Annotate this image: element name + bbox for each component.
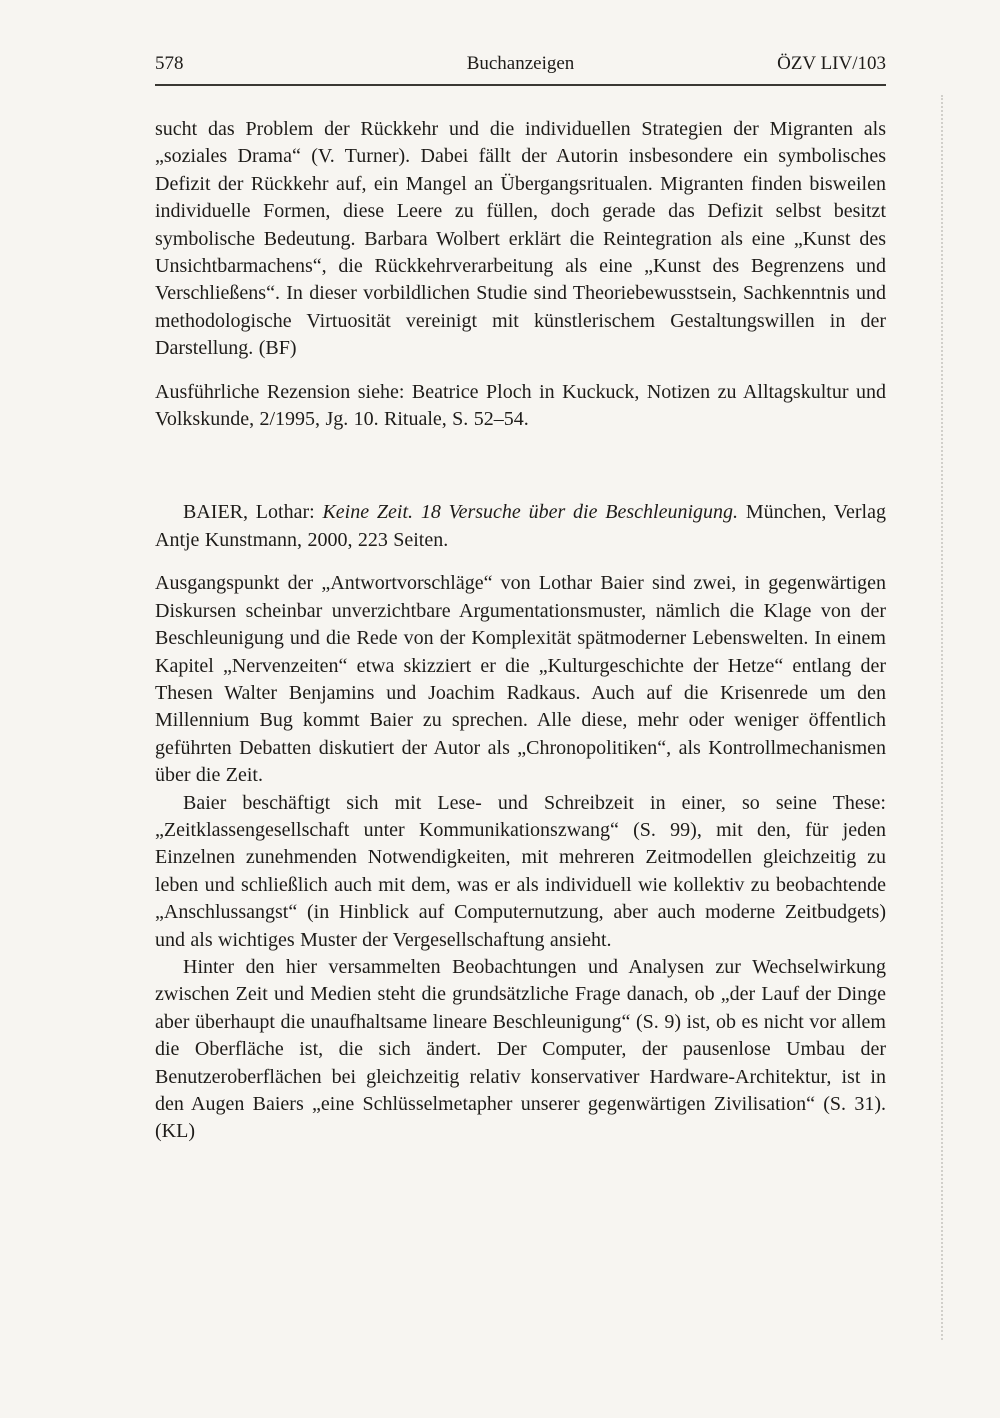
page-number: 578	[155, 53, 184, 74]
text-block	[155, 52, 886, 1146]
review-wolbert-reference-note: Ausführliche Rezension siehe: Beatrice Ploch in Kuckuck, Notizen zu Alltagskultur und Volkskunde, 2/1995, Jg. 10. Rituale, S. 52–54.	[155, 380, 886, 431]
journal-reference: ÖZV LIV/103	[777, 53, 886, 74]
review-wolbert-body-paragraph: sucht das Problem der Rückkehr und die individuellen Strategien der Migranten als „soziales Drama“ (V. Turner). Dabei fällt der Autorin insbesondere ein symbolisches Defizit der Rückkehr auf, ein Mangel an Übergangsritualen. Migranten finden bisweilen individuelle Formen, diese Leere zu füllen, doch gerade das Defizit selbst besitzt symbolische Bedeutung. Barbara Wolbert erklärt die Reintegration als eine „Kunst des Unsichtbarmachens“, die Rückkehrverarbeitung als eine „Kunst des Begrenzens und Verschließens“. In dieser vorbildlichen Studie sind Theoriebewusstsein, Sachkenntnis und methodologische Virtuosität vereinigt mit künstlerischem Gestaltungswillen in der Darstellung. (BF)	[155, 118, 886, 360]
review-baier-paragraph-3: Hinter den hier versammelten Beobachtungen und Analysen zur Wechselwirkung zwischen Zeit und Medien steht die grundsätzliche Frage danach, ob „der Lauf der Dinge aber überhaupt die unaufhaltsame lineare Beschleunigung“ (S. 9) ist, ob es nicht vor allem die Oberfläche ist, die sich ändert. Der Computer, der pausenlose Umbau der Benutzeroberflächen bei gleichzeitig relativ konservativer Hardware-Architektur, ist in den Augen Baiers „eine Schlüsselmetapher unserer gegenwärtigen Zivilisation“ (S. 31). (KL)	[155, 955, 886, 1143]
citation-title-italic: Keine Zeit. 18 Versuche über die Beschleunigung.	[322, 501, 739, 524]
scan-artifact-line	[941, 95, 943, 1340]
header-rule	[155, 84, 886, 86]
review-baier-paragraph-2: Baier beschäftigt sich mit Lese- und Schreibzeit in einer, so seine These: „Zeitklassengesellschaft unter Kommunikationszwang“ (S. 99), mit den, für jeden Einzelnen zunehmenden Notwendigkeiten, mit mehreren Zeitmodellen gleichzeitig zu leben und schließlich auch mit dem, was er als individuell wie kollektiv zu beobachtende „Anschlussangst“ (in Hinblick auf Computernutzung, aber auch moderne Zeitbudgets) und als wichtiges Muster der Vergesellschaftung ansieht.	[155, 791, 886, 951]
citation-author: BAIER, Lothar:	[183, 501, 323, 524]
review-baier-citation	[155, 499, 886, 554]
review-baier-paragraph-1: Ausgangspunkt der „Antwortvorschläge“ von Lothar Baier sind zwei, in gegenwärtigen Diskursen scheinbar unverzichtbare Argumentationsmuster, nämlich die Klage von der Beschleunigung und die Rede von der Komplexität spätmoderner Lebenswelten. In einem Kapitel „Nervenzeiten“ etwa skizziert er die „Kulturgeschichte der Hetze“ entlang der Thesen Walter Benjamins und Joachim Radkaus. Auch auf die Krisenrede um den Millennium Bug kommt Baier zu sprechen. Alle diese, mehr oder weniger öffentlich geführten Debatten diskutiert der Autor als „Chronopolitiken“, als Kontrollmechanismen über die Zeit.	[155, 572, 886, 787]
page-header	[155, 52, 886, 76]
citation-publisher: München, Verlag Antje Kunstmann, 2000, 223 Seiten.	[155, 501, 886, 551]
section-title: Buchanzeigen	[466, 53, 575, 74]
